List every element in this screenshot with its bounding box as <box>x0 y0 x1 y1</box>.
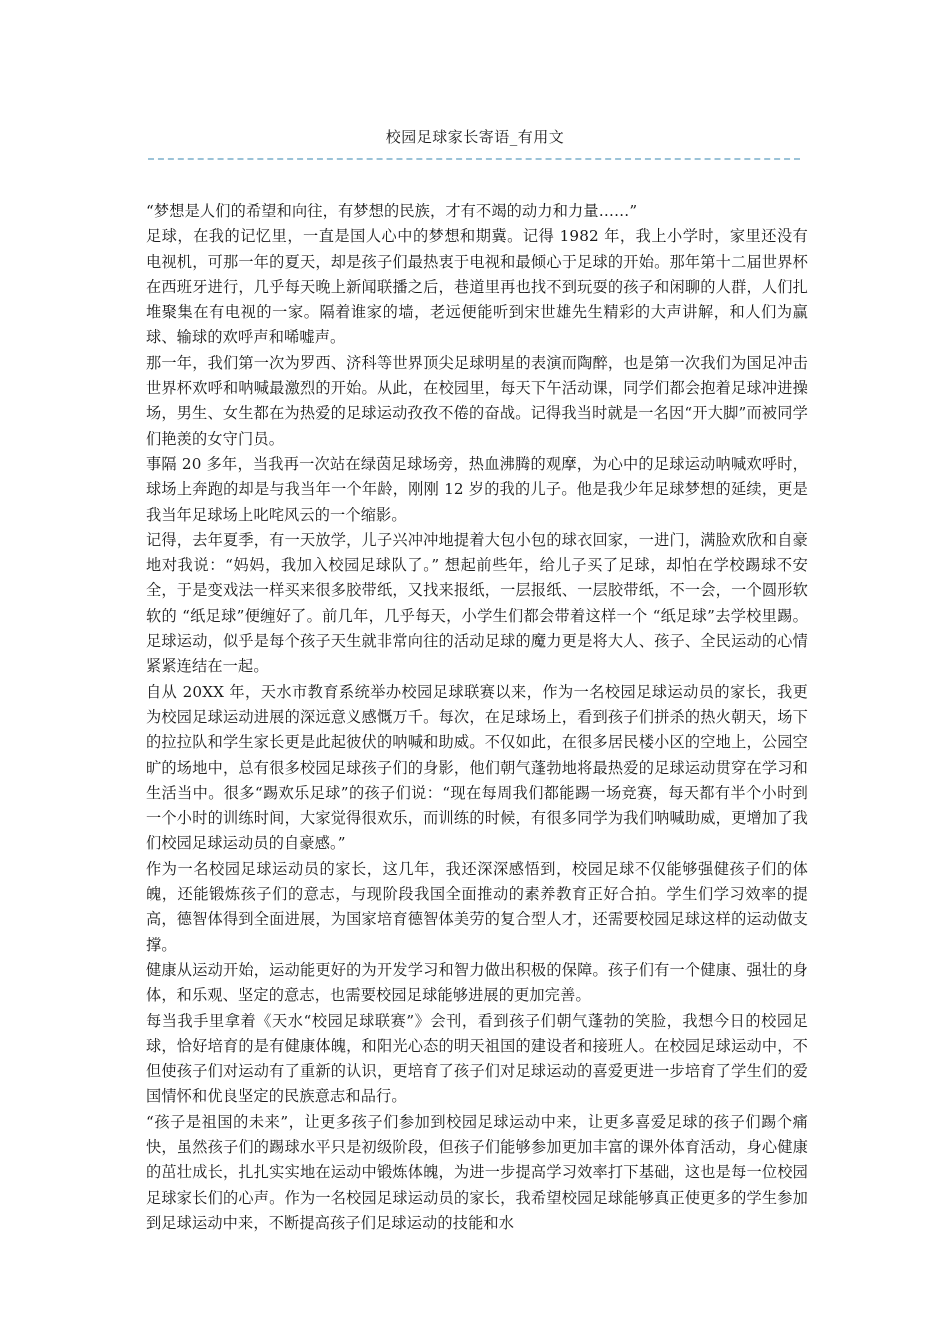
paragraph-8: 健康从运动开始，运动能更好的为开发学习和智力做出积极的保障。孩子们有一个健康、强壮的身体，和乐观、坚定的意志，也需要校园足球能够进展的更加完善。 <box>146 960 808 1005</box>
document-body <box>146 199 808 1236</box>
paragraph-1: “梦想是人们的希望和向往，有梦想的民族，才有不竭的动力和力量……” <box>146 202 638 220</box>
paragraph-9: 每当我手里拿着《天水“校园足球联赛”》会刊，看到孩子们朝气蓬勃的笑脸，我想今日的校园足球，恰好培育的是有健康体魄，和阳光心态的明天祖国的建设者和接班人。在校园足球运动中，不但使孩子们对运动有了重新的认识，更培育了孩子们对足球运动的喜爱更进一步培育了学生们的爱国情怀和优良坚定的民族意志和品行。 <box>146 1011 808 1106</box>
title-divider <box>148 158 800 160</box>
paragraph-4: 事隔 20 多年，当我再一次站在绿茵足球场旁，热血沸腾的观摩，为心中的足球运动呐喊欢呼时，球场上奔跑的却是与我当年一个年龄，刚刚 12 岁的我的儿子。他是我少年足球梦想的延续，更是我当年足球场上叱咤风云的一个缩影。 <box>146 454 808 524</box>
paragraph-3: 那一年，我们第一次为罗西、济科等世界顶尖足球明星的表演而陶醉，也是第一次我们为国足冲击世界杯欢呼和呐喊最激烈的开始。从此，在校园里，每天下午活动课，同学们都会抱着足球冲进操场，男生、女生都在为热爱的足球运动孜孜不倦的奋战。记得我当时就是一名因“开大脚”而被同学们艳羡的女守门员。 <box>146 353 808 448</box>
paragraph-5: 记得，去年夏季，有一天放学，儿子兴冲冲地提着大包小包的球衣回家，一进门，满脸欢欣和自豪地对我说：“妈妈，我加入校园足球队了。” 想起前些年，给儿子买了足球，却怕在学校踢球不安全，于是变戏法一样买来很多胶带纸，又找来报纸，一层报纸、一层胶带纸，不一会，一个圆形软软的 “纸足球”便缠好了。前几年，几乎每天，小学生们都会带着这样一个 “纸足球”去学校里踢。足球运动，似乎是每个孩子天生就非常向往的活动足球的魔力更是将大人、孩子、全民运动的心情紧紧连结在一起。 <box>146 530 808 676</box>
document-title: 校园足球家长寄语_有用文 <box>385 128 565 146</box>
paragraph-6: 自从 20XX 年，天水市教育系统举办校园足球联赛以来，作为一名校园足球运动员的家长，我更为校园足球运动进展的深远意义感慨万千。每次，在足球场上，看到孩子们拼杀的热火朝天，场下的拉拉队和学生家长更是此起彼伏的呐喊和助威。不仅如此，在很多居民楼小区的空地上，公园空旷的场地中，总有很多校园足球孩子们的身影，他们朝气蓬勃地将最热爱的足球运动贯穿在学习和生活当中。很多“踢欢乐足球”的孩子们说：“现在每周我们都能踢一场竞赛，每天都有半个小时到一个小时的训练时间，大家觉得很欢乐，而训练的时候，有很多同学为我们呐喊助威，更增加了我们校园足球运动员的自豪感。” <box>146 682 808 853</box>
paragraph-2: 足球，在我的记忆里，一直是国人心中的梦想和期冀。记得 1982 年，我上小学时，家里还没有电视机，可那一年的夏天，却是孩子们最热衷于电视和最倾心于足球的开始。那年第十二届世界杯在西班牙进行，几乎每天晚上新闻联播之后，巷道里再也找不到玩耍的孩子和闲聊的人群，人们扎堆聚集在有电视的一家。隔着谁家的墙，老远便能听到宋世雄先生精彩的大声讲解，和人们为赢球、输球的欢呼声和唏嘘声。 <box>146 227 808 347</box>
paragraph-7: 作为一名校园足球运动员的家长，这几年，我还深深感悟到，校园足球不仅能够强健孩子们的体魄，还能锻炼孩子们的意志，与现阶段我国全面推动的素养教育正好合拍。学生们学习效率的提高，德智体得到全面进展，为国家培育德智体美劳的复合型人才，还需要校园足球这样的运动做支撑。 <box>146 859 808 954</box>
paragraph-10: “孩子是祖国的未来”，让更多孩子们参加到校园足球运动中来，让更多喜爱足球的孩子们踢个痛快，虽然孩子们的踢球水平只是初级阶段，但孩子们能够参加更加丰富的课外体育活动，身心健康的茁壮成长，扎扎实实地在运动中锻炼体魄，为进一步提高学习效率打下基础，这也是每一位校园足球家长们的心声。作为一名校园足球运动员的家长，我希望校园足球能够真正使更多的学生参加到足球运动中来，不断提高孩子们足球运动的技能和水 <box>146 1112 808 1232</box>
